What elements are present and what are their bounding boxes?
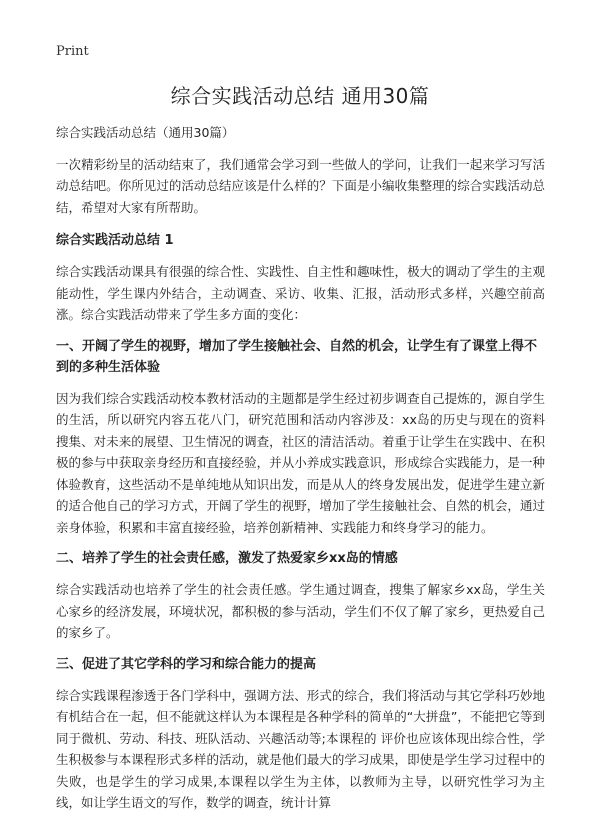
point-body-1: 因为我们综合实践活动校本教材活动的主题都是学生经过初步调查自己提炼的，源自学生的生活，所以研究内容五花八门，研究范围和活动内容涉及：xx岛的历史与现在的资料搜集、对未来的展望、卫生情况的调查，社区的清洁活动。着重于让学生在实践中、在积极的参与中获取亲身经历和直接经验，并从小养成实践意识，形成综合实践能力，是一种体验教育，这些活动不是单纯地从知识出发，而是从人的终身发展出发，促进学生建立新的适合他自己的学习方式，开阔了学生的视野，增加了学生接触社会、自然的机会，通过亲身体验，积累和丰富直接经验，培养创新精神、实践能力和终身学习的能力。 bbox=[56, 390, 545, 535]
point-heading-2: 二、培养了学生的社会责任感，激发了热爱家乡xx岛的情感 bbox=[56, 551, 398, 566]
point-heading-1: 一、开阔了学生的视野，增加了学生接触社会、自然的机会，让学生有了课堂上得不到的多种生活体验 bbox=[56, 338, 538, 375]
print-link[interactable]: Print bbox=[56, 44, 89, 59]
section-intro-paragraph: 综合实践活动课具有很强的综合性、实践性、自主性和趣味性，极大的调动了学生的主观能动性，学生课内外结合，主动调查、采访、收集、汇报，活动形式多样，兴趣空前高涨。综合实践活动带来了学生多方面的变化： bbox=[56, 264, 545, 322]
page-title: 综合实践活动总结 通用30篇 bbox=[170, 84, 430, 108]
intro-paragraph: 一次精彩纷呈的活动结束了，我们通常会学习到一些做人的学问，让我们一起来学习写活动总结吧。你所见过的活动总结应该是什么样的？下面是小编收集整理的综合实践活动总结，希望对大家有所帮助。 bbox=[56, 156, 545, 215]
point-body-3: 综合实践课程渗透于各门学科中，强调方法、形式的综合，我们将活动与其它学科巧妙地有机结合在一起，但不能就这样认为本课程是各种学科的简单的“大拼盘”，不能把它等到同于微机、劳动、科技、班队活动、兴趣活动等;本课程的 评价也应该体现出综合性，学生积极参与本课程形式多样的活动，就是他们最大的学习成果，即使是学生学习过程中的失败，也是学生的学习成果,本课程以学生为主体，以教师为主导，以研究性学习为主线，如让学生语文的写作，数学的调查，统计计算 bbox=[56, 687, 545, 810]
point-heading-3: 三、促进了其它学科的学习和综合能力的提高 bbox=[56, 656, 317, 672]
document-subtitle: 综合实践活动总结（通用30篇） bbox=[56, 125, 235, 140]
section-heading: 综合实践活动总结 1 bbox=[56, 233, 174, 248]
document-body bbox=[56, 122, 545, 823]
point-body-2: 综合实践活动也培养了学生的社会责任感。学生通过调查，搜集了解家乡xx岛，学生关心家乡的经济发展，环境状况，都积极的参与活动，学生们不仅了解了家乡，更热爱自己的家乡了。 bbox=[56, 582, 545, 640]
